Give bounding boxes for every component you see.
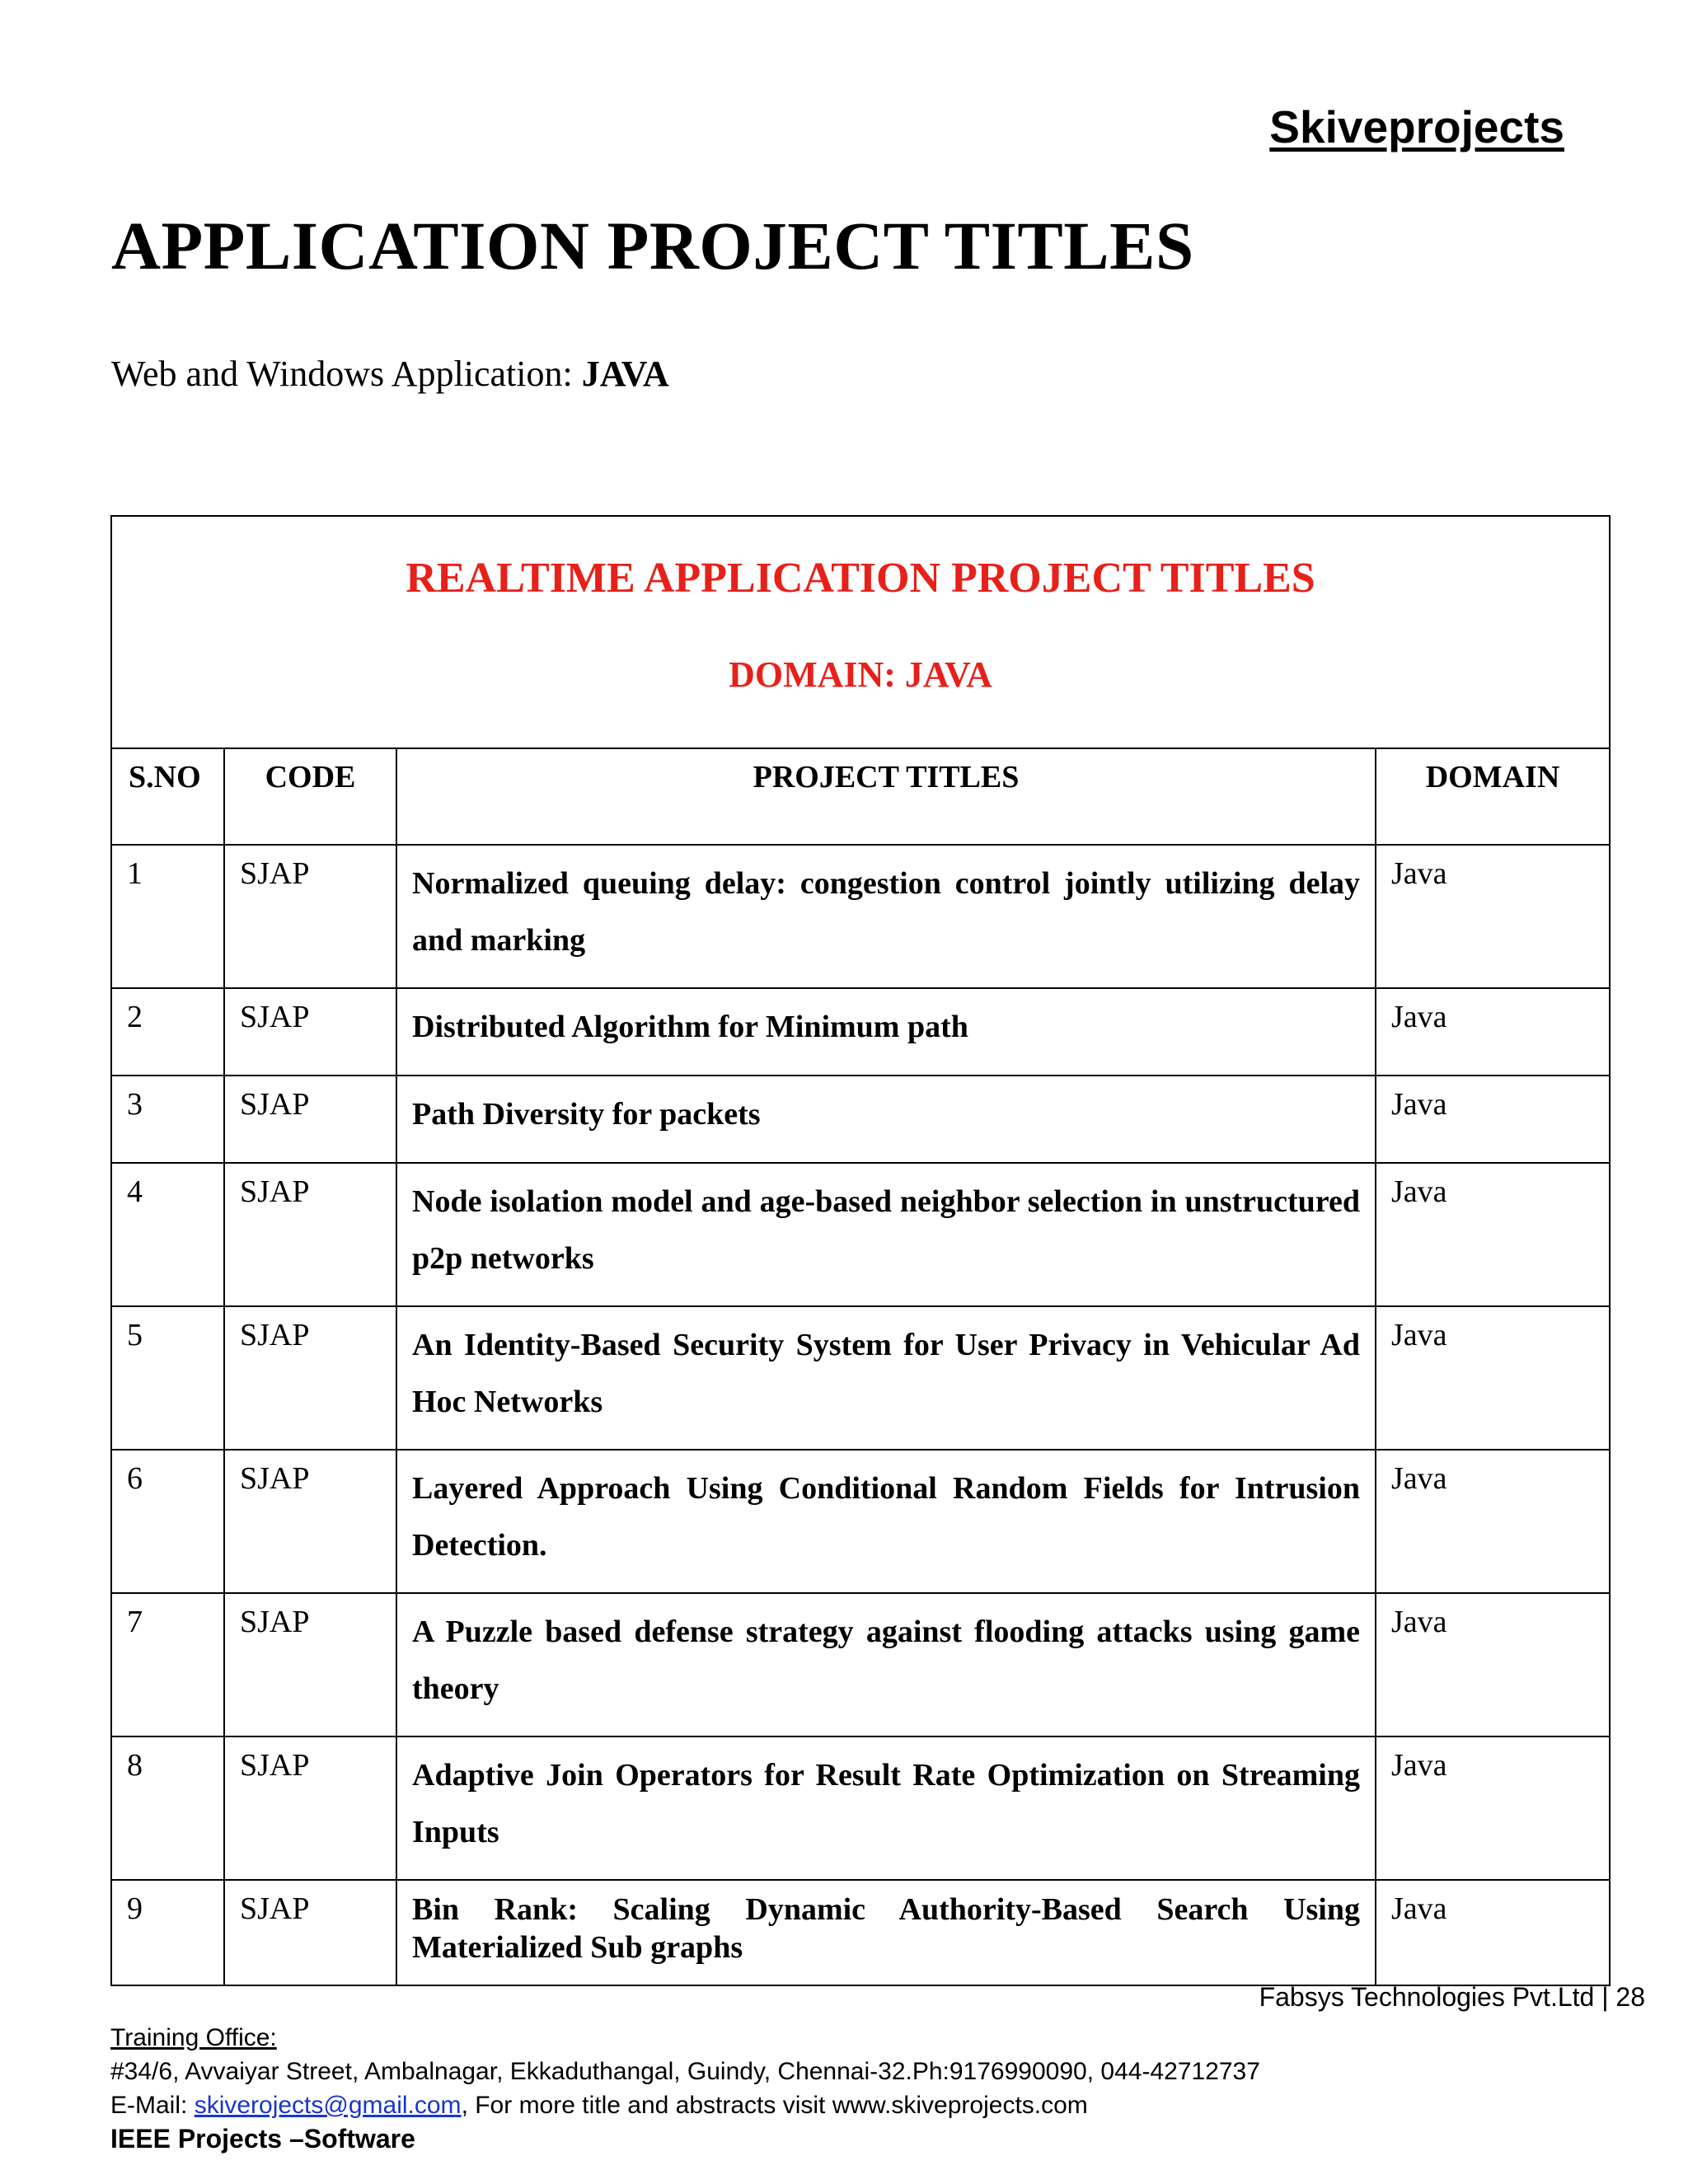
row-sno: 6 xyxy=(111,1450,224,1593)
row-project-title: Bin Rank: Scaling Dynamic Authority-Based Search Using Materialized Sub graphs xyxy=(396,1880,1376,1985)
training-office-label: Training Office: xyxy=(110,2024,277,2051)
row-project-title: Node isolation model and age-based neighbor selection in unstructured p2p networks xyxy=(396,1163,1376,1306)
page-title: APPLICATION PROJECT TITLES xyxy=(111,208,1194,284)
project-table xyxy=(110,515,1609,1986)
column-header-code: CODE xyxy=(224,748,396,845)
row-code: SJAP xyxy=(224,1306,396,1450)
row-domain: Java xyxy=(1376,1163,1610,1306)
row-project-title: A Puzzle based defense strategy against flooding attacks using game theory xyxy=(396,1593,1376,1736)
column-header-sno: S.NO xyxy=(111,748,224,845)
row-code: SJAP xyxy=(224,1593,396,1736)
row-sno: 4 xyxy=(111,1163,224,1306)
row-code: SJAP xyxy=(224,988,396,1076)
row-project-title: Distributed Algorithm for Minimum path xyxy=(396,988,1376,1076)
row-project-title: An Identity-Based Security System for User Privacy in Vehicular Ad Hoc Networks xyxy=(396,1306,1376,1450)
table-row xyxy=(111,1076,1610,1163)
company-page-number: Fabsys Technologies Pvt.Ltd | 28 xyxy=(1259,1982,1645,2012)
row-domain: Java xyxy=(1376,988,1610,1076)
column-header-row xyxy=(111,748,1610,845)
row-domain: Java xyxy=(1376,1593,1610,1736)
column-header-project-titles: PROJECT TITLES xyxy=(396,748,1376,845)
subtitle-prefix: Web and Windows Application: xyxy=(111,354,582,394)
email-line xyxy=(110,2088,1260,2122)
row-code: SJAP xyxy=(224,1736,396,1880)
row-domain: Java xyxy=(1376,845,1610,988)
table-row xyxy=(111,988,1610,1076)
column-header-domain: DOMAIN xyxy=(1376,748,1610,845)
row-domain: Java xyxy=(1376,1306,1610,1450)
table-row xyxy=(111,1163,1610,1306)
brand-name: Skiveprojects xyxy=(1269,101,1564,152)
row-code: SJAP xyxy=(224,845,396,988)
table-row xyxy=(111,1306,1610,1450)
row-project-title: Path Diversity for packets xyxy=(396,1076,1376,1163)
row-sno: 3 xyxy=(111,1076,224,1163)
row-project-title: Adaptive Join Operators for Result Rate Optimization on Streaming Inputs xyxy=(396,1736,1376,1880)
table-heading-domain: DOMAIN: JAVA xyxy=(729,654,992,695)
row-code: SJAP xyxy=(224,1076,396,1163)
row-code: SJAP xyxy=(224,1880,396,1985)
row-sno: 7 xyxy=(111,1593,224,1736)
email-suffix: , For more title and abstracts visit www.skiveprojects.com xyxy=(461,2092,1088,2119)
table-row xyxy=(111,1450,1610,1593)
row-domain: Java xyxy=(1376,1076,1610,1163)
row-code: SJAP xyxy=(224,1450,396,1593)
ieee-projects-label: IEEE Projects –Software xyxy=(110,2124,415,2154)
table-row xyxy=(111,1593,1610,1736)
table-row xyxy=(111,1880,1610,1985)
office-address: #34/6, Avvaiyar Street, Ambalnagar, Ekkaduthangal, Guindy, Chennai-32.Ph:9176990090, 044-42712737 xyxy=(110,2058,1260,2085)
table-heading xyxy=(111,516,1610,748)
row-project-title: Normalized queuing delay: congestion control jointly utilizing delay and marking xyxy=(396,845,1376,988)
email-prefix: E-Mail: xyxy=(110,2092,195,2119)
row-domain: Java xyxy=(1376,1450,1610,1593)
subtitle xyxy=(111,353,669,395)
row-domain: Java xyxy=(1376,1736,1610,1880)
table-heading-title: REALTIME APPLICATION PROJECT TITLES xyxy=(406,555,1315,602)
row-sno: 1 xyxy=(111,845,224,988)
email-link[interactable]: skiverojects@gmail.com xyxy=(194,2092,462,2119)
row-project-title: Layered Approach Using Conditional Random Fields for Intrusion Detection. xyxy=(396,1450,1376,1593)
footer xyxy=(110,2021,1260,2156)
row-domain: Java xyxy=(1376,1880,1610,1985)
table-row xyxy=(111,1736,1610,1880)
row-sno: 8 xyxy=(111,1736,224,1880)
row-code: SJAP xyxy=(224,1163,396,1306)
table-row xyxy=(111,845,1610,988)
row-sno: 9 xyxy=(111,1880,224,1985)
row-sno: 2 xyxy=(111,988,224,1076)
row-sno: 5 xyxy=(111,1306,224,1450)
subtitle-language: JAVA xyxy=(581,354,669,394)
